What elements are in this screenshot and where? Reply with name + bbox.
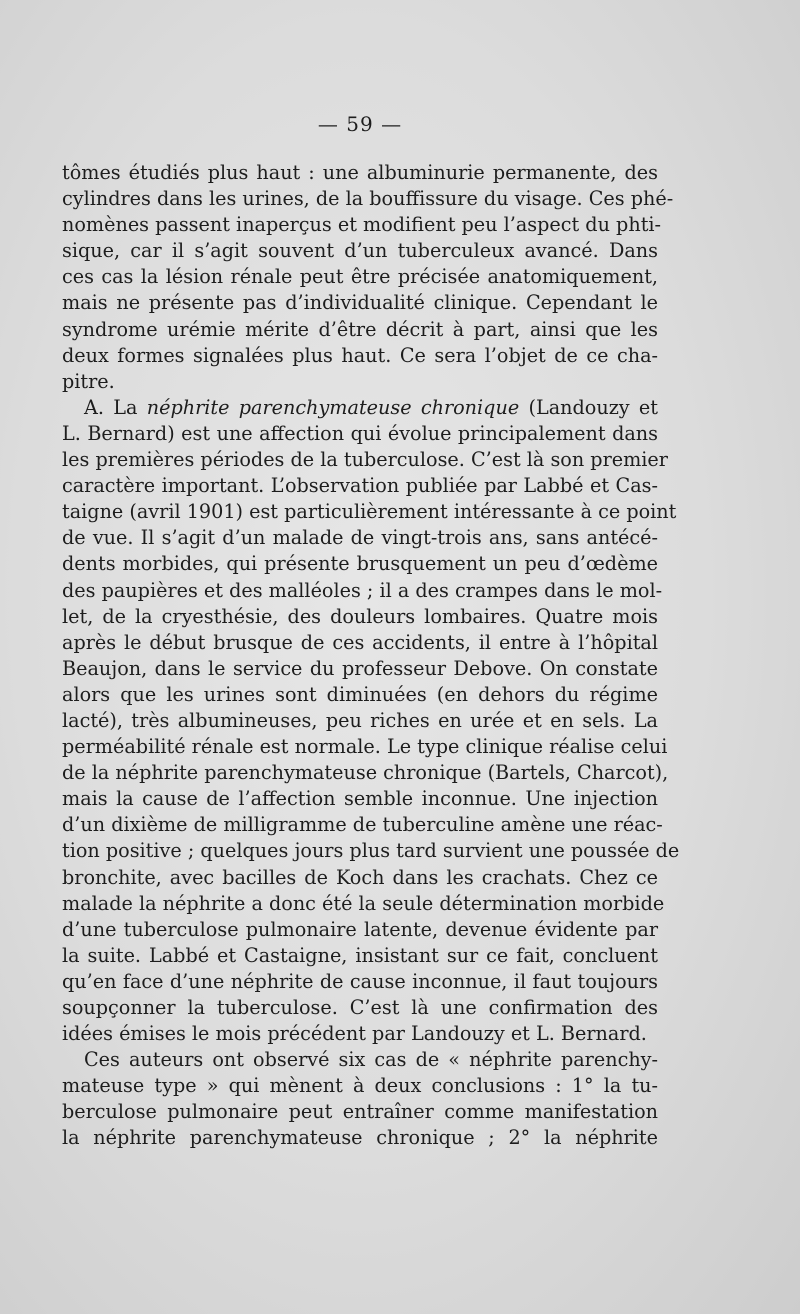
text-line: de vue. Il s’agit d’un malade de vingt-trois ans, sans antécé-	[62, 526, 658, 550]
text-line: alors que les urines sont diminuées (en dehors du régime	[62, 682, 658, 706]
text-line: pitre.	[62, 369, 115, 393]
text-line: lacté), très albumineuses, peu riches en urée et en sels. La	[62, 708, 658, 732]
text-line: des paupières et des malléoles ; il a des crampes dans le mol-	[62, 578, 663, 602]
text-line	[62, 395, 658, 421]
italic-term: néphrite parenchymateuse chronique	[146, 395, 520, 419]
text-line: taigne (avril 1901) est particulièrement intéressante à ce point	[62, 500, 677, 524]
text-line: tion positive ; quelques jours plus tard survient une poussée de	[62, 839, 680, 863]
text-line: deux formes signalées plus haut. Ce sera l’objet de ce cha-	[62, 343, 658, 367]
text-line: idées émises le mois précédent par Landouzy et L. Bernard.	[62, 1022, 647, 1046]
text-line: L. Bernard) est une affection qui évolue principalement dans	[62, 421, 658, 445]
text-line: caractère important. L’observation publiée par Labbé et Cas-	[62, 474, 658, 498]
text-line: ces cas la lésion rénale peut être précisée anatomiquement,	[62, 265, 658, 289]
text-line: syndrome urémie mérite d’être décrit à part, ainsi que les	[62, 317, 658, 341]
body-text	[62, 160, 680, 1152]
text-line: de la néphrite parenchymateuse chronique (Bartels, Charcot),	[62, 761, 669, 785]
text-line: d’une tuberculose pulmonaire latente, devenue évidente par	[62, 917, 658, 941]
text-line: Ces auteurs ont observé six cas de « néphrite parenchy-	[84, 1048, 658, 1072]
text-line: let, de la cryesthésie, des douleurs lombaires. Quatre mois	[62, 604, 658, 628]
text-line: cylindres dans les urines, de la bouffissure du visage. Ces phé-	[62, 187, 674, 211]
text-line: bronchite, avec bacilles de Koch dans les crachats. Chez ce	[62, 865, 658, 889]
text-line: les premières périodes de la tuberculose. C’est là son premier	[62, 448, 668, 472]
text-line: soupçonner la tuberculose. C’est là une confirmation des	[62, 996, 658, 1019]
text-line: mais ne présente pas d’individualité clinique. Cependant le	[62, 291, 658, 315]
text-run: A. La	[84, 395, 147, 419]
text-line: malade la néphrite a donc été la seule détermination morbide	[62, 891, 665, 915]
text-line: berculose pulmonaire peut entraîner comme manifestation	[62, 1100, 658, 1124]
text-line: perméabilité rénale est normale. Le type clinique réalise celui	[62, 735, 668, 759]
text-line: la suite. Labbé et Castaigne, insistant sur ce fait, concluent	[62, 943, 658, 967]
text-line: sique, car il s’agit souvent d’un tuberculeux avancé. Dans	[62, 239, 658, 263]
text-line: après le début brusque de ces accidents, il entre à l’hôpital	[62, 630, 658, 654]
text-line: mateuse type » qui mènent à deux conclusions : 1° la tu-	[62, 1074, 658, 1098]
text-line: la néphrite parenchymateuse chronique ; 2° la néphrite	[62, 1126, 658, 1150]
page-number: — 59 —	[317, 112, 403, 136]
text-line: d’un dixième de milligramme de tuberculine amène une réac-	[62, 813, 663, 837]
text-line: nomènes passent inaperçus et modifient peu l’aspect du phti-	[62, 213, 662, 237]
text-line: dents morbides, qui présente brusquement un peu d’œdème	[62, 552, 658, 576]
text-line: tômes étudiés plus haut : une albuminurie permanente, des	[62, 161, 658, 184]
text-line: qu’en face d’une néphrite de cause inconnue, il faut toujours	[62, 969, 658, 993]
text-line: Beaujon, dans le service du professeur Debove. On constate	[62, 656, 658, 680]
text-line: mais la cause de l’affection semble inconnue. Une injection	[62, 787, 658, 811]
text-run: (Landouzy et	[519, 395, 659, 419]
